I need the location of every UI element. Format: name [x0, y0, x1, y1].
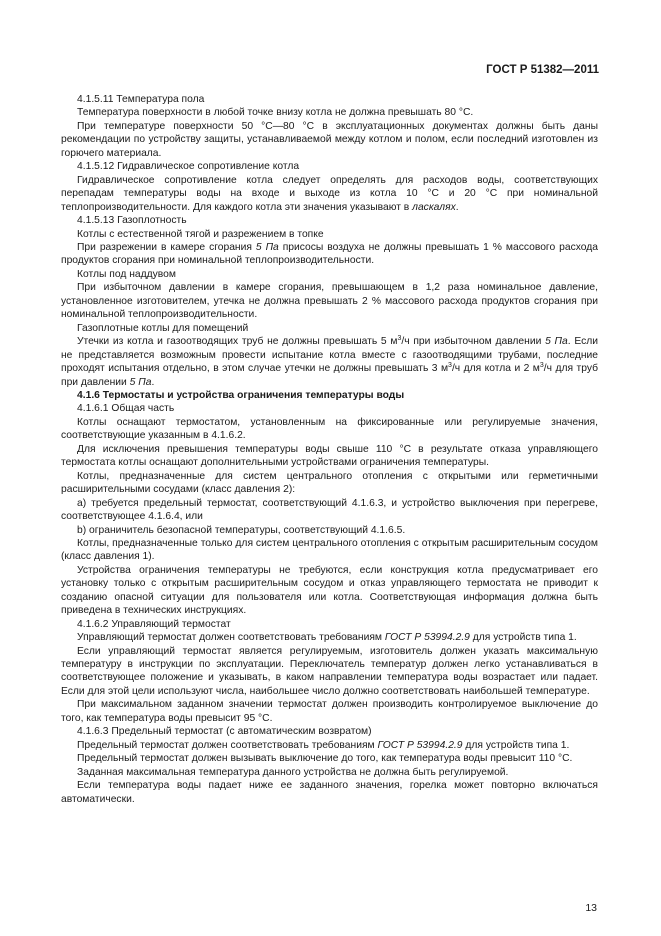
paragraph [61, 268, 598, 281]
text-run: Предельный термостат должен соответствовать требованиям [77, 739, 378, 751]
italic-text: ласкалях [412, 201, 456, 213]
paragraph [61, 160, 598, 173]
paragraph [61, 766, 598, 779]
italic-text: ГОСТ Р 53994.2.9 [377, 739, 463, 751]
paragraph [61, 281, 598, 321]
text-run: b) ограничитель безопасной температуры, соответствующий 4.1.6.5. [77, 524, 406, 536]
text-run: Управляющий термостат должен соответствовать требованиям [77, 632, 385, 644]
paragraph [61, 335, 598, 389]
paragraph [61, 631, 598, 644]
italic-text: 5 Па [545, 336, 568, 348]
text-run: для устройств типа 1. [462, 739, 570, 751]
text-run: 4.1.5.13 Газоплотность [77, 215, 187, 227]
text-run: a) требуется предельный термостат, соответствующий 4.1.6.3, и устройство выключения при перегреве, соответствующее 4.1.6.4, или [61, 497, 598, 523]
paragraph [61, 470, 598, 497]
text-run: При температуре поверхности 50 °С—80 °С в эксплуатационных документах должны быть даны рекомендации по устройству защиты, устанавливаемой между котлом и полом, если последний изготовлен из горючего материала. [61, 120, 598, 159]
text-run: . Если не представляется возможным провести испытание котла вместе с газоотводящими трубами, последние проходят испытания отдельно, в этом случае утечки не должны превышать 3 м [61, 336, 599, 375]
text-run: для устройств типа 1. [469, 632, 577, 644]
text-run: Температура поверхности в любой точке внизу котла не должна превышать 80 °С. [77, 107, 474, 119]
italic-text: ГОСТ Р 53994.2.9 [384, 632, 470, 644]
document-body [61, 93, 598, 806]
text-run: Котлы, предназначенные для систем центрального отопления с открытыми или герметичными расширительными сосудами (класс давления 2): [61, 470, 598, 496]
text-run: Заданная максимальная температура данного устройства не должна быть регулируемой. [77, 766, 509, 778]
text-run: Утечки из котла и газоотводящих труб не должны превышать 5 м [77, 336, 398, 348]
italic-text: 5 Па [255, 241, 279, 253]
text-run: 4.1.6.3 Предельный термостат (с автоматическим возвратом) [77, 726, 372, 738]
page-number: 13 [585, 902, 597, 914]
text-run: При избыточном давлении в камере сгорания, превышающем в 1,2 раза номинальное давление, установленное изготовителем, утечка не должна превышать 2 % массового расхода продуктов сгорания при номинальной теплопроизводительности. [61, 282, 598, 321]
paragraph [61, 739, 598, 752]
paragraph [61, 228, 598, 241]
text-run: 4.1.5.11 Температура пола [77, 94, 205, 105]
paragraph [61, 443, 598, 470]
italic-text: 5 Па [129, 376, 152, 388]
text-run: Гидравлическое сопротивление котла следует определять для расходов воды, соответствующих перепадам температуры воды на входе и выходе из котла 10 °С и 20 °С при номинальной теплопроизводительности. Для каждого котла эти значения указывают в [61, 174, 598, 213]
paragraph [61, 752, 598, 765]
text-run: Для исключения превышения температуры воды свыше 110 °С в результате отказа управляющего термостата котлы оснащают дополнительными устройствами ограничения температуры. [61, 443, 598, 469]
text-run: Котлы с естественной тягой и разрежением в топке [77, 228, 324, 240]
paragraph [61, 106, 598, 119]
text-run: Котлы оснащают термостатом, установленным на фиксированные или регулируемые значения, соответствующие указанным в 4.1.6.2. [61, 416, 598, 442]
text-run: Газоплотные котлы для помещений [77, 322, 249, 334]
text-run: 4.1.6.2 Управляющий термостат [77, 618, 231, 630]
paragraph [61, 645, 598, 699]
paragraph [61, 214, 598, 227]
paragraph [61, 402, 598, 415]
text-run: Если температура воды падает ниже ее заданного значения, горелка может повторно включаться автоматически. [61, 780, 598, 805]
text-run: 4.1.5.12 Гидравлическое сопротивление котла [77, 161, 300, 173]
paragraph [61, 618, 598, 631]
text-run: Котлы под наддувом [77, 268, 176, 280]
paragraph [61, 725, 598, 738]
superscript: 3 [539, 362, 544, 370]
paragraph [61, 698, 598, 725]
paragraph [61, 537, 598, 564]
text-run: При разрежении в камере сгорания [77, 241, 256, 253]
paragraph [61, 564, 598, 618]
superscript: 3 [448, 362, 452, 370]
text-run: Устройства ограничения температуры не требуются, если конструкция котла предусматривает его установку только с открытым расширительным сосудом и отказ управляющего термостата не приводит к созданию опасной ситуации для пользователя или котла. Соответствующая информация должна быть приведена в технических инструкциях. [61, 564, 598, 617]
text-run: . [455, 201, 459, 213]
text-run: /ч для котла и 2 м [451, 363, 540, 375]
paragraph [61, 120, 598, 160]
superscript: 3 [397, 335, 402, 343]
paragraph [61, 322, 598, 335]
text-run: Если управляющий термостат является регулируемым, изготовитель должен указать максимальную температуру в инструкции по эксплуатации. Переключатель температур должен легко устанавливаться в соответствующее положение и указывать, в каком направлении температура воды возрастает или падает. Если для этой цели используют числа, наибольшее число должно соответствовать наибольшей температуре. [61, 645, 598, 697]
paragraph [61, 174, 598, 214]
paragraph [61, 524, 598, 537]
text-run: При максимальном заданном значении термостат должен производить контролируемое выключение до того, как температура воды превысит 95 °С. [61, 699, 598, 724]
text-run: 4.1.6.1 Общая часть [77, 403, 175, 415]
paragraph [61, 779, 598, 806]
text-run: Предельный термостат должен вызывать выключение до того, как температура воды превысит 110 °С. [77, 753, 573, 765]
paragraph [61, 497, 598, 524]
paragraph [61, 416, 598, 443]
section-heading [61, 389, 598, 402]
document-header: ГОСТ Р 51382—2011 [486, 64, 599, 76]
text-run: присосы воздуха не должны превышать 1 % массового расхода продуктов сгорания при номинальной теплопроизводительности. [61, 241, 598, 267]
text-run: 4.1.6 Термостаты и устройства ограничения температуры воды [77, 389, 405, 401]
paragraph [61, 241, 598, 268]
text-run: Котлы, предназначенные только для систем центрального отопления с открытым расширительным сосудом (класс давления 1). [61, 537, 598, 563]
text-run: /ч для труб при давлении [61, 363, 598, 388]
paragraph [61, 93, 598, 106]
text-run: . [151, 376, 155, 388]
text-run: /ч при избыточном давлении [401, 336, 546, 348]
